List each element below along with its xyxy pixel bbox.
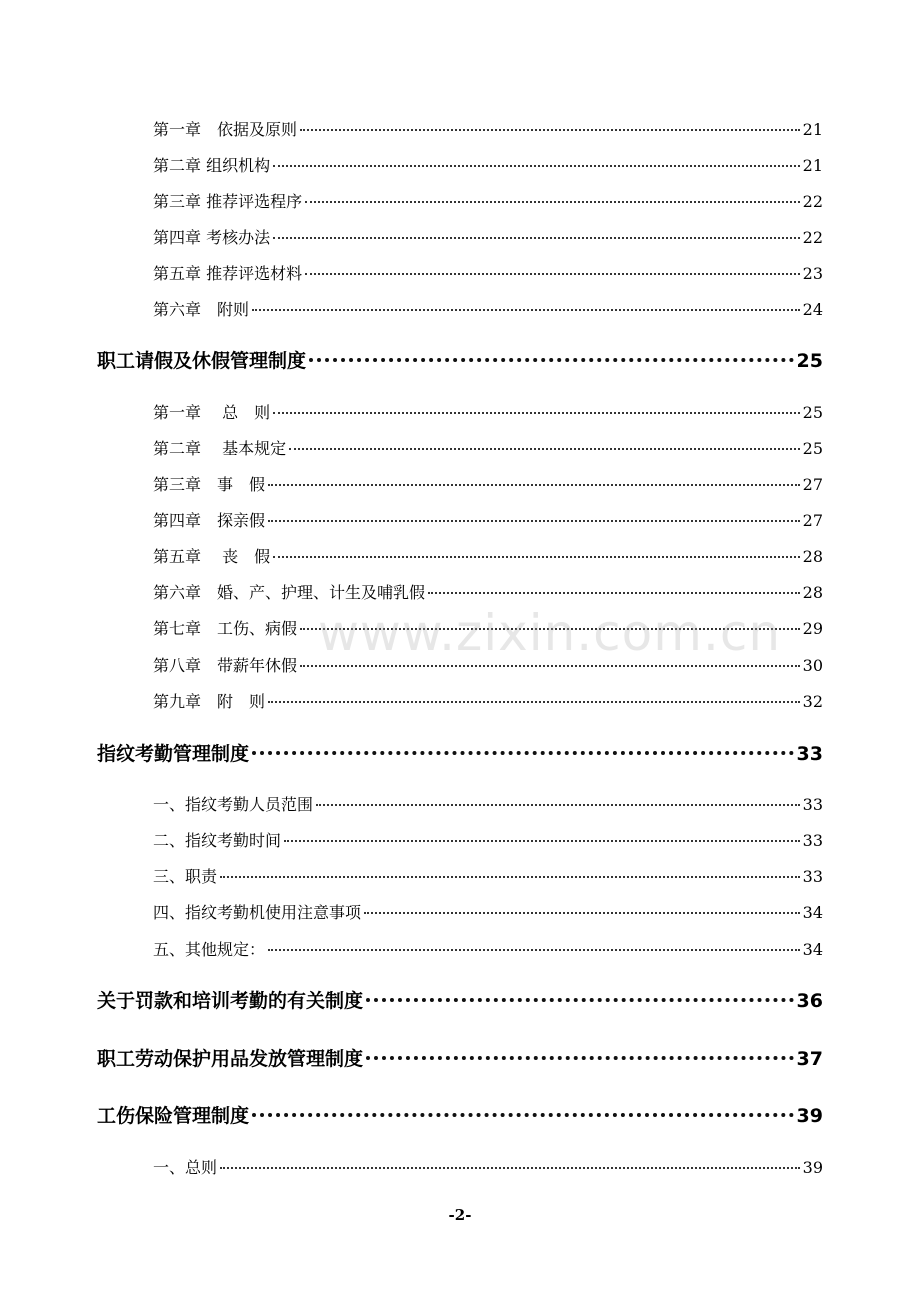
dot-leader [289,448,800,450]
toc-entry-page: 25 [802,403,823,422]
toc-entry-page: 39 [802,1158,823,1177]
dot-leader [300,665,800,667]
dot-leader [300,628,800,630]
page-number: -2- [448,1206,472,1224]
dot-leader [284,840,800,842]
toc-entry[interactable] [153,437,823,461]
toc-entry-page: 22 [802,228,823,247]
toc-entry[interactable] [153,190,823,214]
toc-heading-label: 工伤保险管理制度 [97,1105,250,1127]
toc-entry-page: 33 [802,867,823,886]
dot-leader [364,912,800,914]
toc-entry-label: 一、指纹考勤人员范围 [153,795,314,814]
toc-entry-page: 28 [802,583,823,602]
toc-entry[interactable] [153,654,823,678]
toc-entry[interactable] [153,901,823,925]
toc-heading-page: 37 [796,1048,823,1070]
toc-entry-label: 三、职责 [153,867,218,886]
toc-entry-page: 30 [802,656,823,675]
toc-entry-label: 第六章 婚、产、护理、计生及哺乳假 [153,583,426,602]
toc-entry-page: 29 [802,619,823,638]
toc-entry-page: 24 [802,300,823,319]
dot-leader [268,701,800,703]
dot-leader [305,273,800,275]
toc-entry-label: 第三章 事 假 [153,475,266,494]
toc-entry-label: 第九章 附 则 [153,692,266,711]
toc-heading-label: 职工劳动保护用品发放管理制度 [97,1048,364,1070]
toc-entry[interactable] [153,298,823,322]
dot-leader [366,1056,794,1060]
toc-entry-label: 第二章 组织机构 [153,156,271,175]
toc-entry[interactable] [153,545,823,569]
toc-entry[interactable] [153,938,823,962]
toc-entry[interactable] [153,581,823,605]
dot-leader [220,1167,800,1169]
dot-leader [366,998,794,1002]
dot-leader [273,237,800,239]
toc-entry-page: 27 [802,511,823,530]
dot-leader [273,165,800,167]
toc-entry[interactable] [153,154,823,178]
toc-entry-label: 第一章 总 则 [153,403,271,422]
toc-entry[interactable] [153,793,823,817]
toc-entry[interactable] [153,690,823,714]
dot-leader [268,949,800,951]
dot-leader [252,309,800,311]
dot-leader [305,201,800,203]
toc-entry-label: 第二章 基本规定 [153,439,287,458]
toc-entry-label: 第四章 考核办法 [153,228,271,247]
toc-heading-entry[interactable] [97,986,823,1016]
toc-heading-entry[interactable] [97,739,823,769]
toc-entry-page: 34 [802,940,823,959]
toc-entry-page: 21 [802,156,823,175]
toc-entry-label: 第五章 丧 假 [153,547,271,566]
toc-heading-entry[interactable] [97,1044,823,1074]
toc-entry[interactable] [153,473,823,497]
toc-heading-page: 33 [796,743,823,765]
toc-heading-page: 39 [796,1105,823,1127]
toc-entry-label: 一、总则 [153,1158,218,1177]
toc-entry-page: 33 [802,831,823,850]
toc-entry[interactable] [153,118,823,142]
toc-entry-label: 第五章 推荐评选材料 [153,264,303,283]
toc-entry-page: 28 [802,547,823,566]
dot-leader [273,412,800,414]
toc-entry-page: 27 [802,475,823,494]
toc-entry-page: 33 [802,795,823,814]
toc-heading-label: 职工请假及休假管理制度 [97,350,307,372]
toc-entry[interactable] [153,865,823,889]
dot-leader [268,484,800,486]
toc-entry[interactable] [153,226,823,250]
dot-leader [316,804,800,806]
watermark: www.zixin.com.cn [318,604,782,662]
toc-entry-label: 五、其他规定： [153,940,266,959]
dot-leader [268,520,800,522]
toc-heading-label: 关于罚款和培训考勤的有关制度 [97,990,364,1012]
dot-leader [220,876,800,878]
toc-entry[interactable] [153,1156,823,1180]
dot-leader [300,129,800,131]
toc-entry-page: 34 [802,903,823,922]
toc-heading-page: 25 [796,350,823,372]
dot-leader [428,592,800,594]
toc-entry-label: 二、指纹考勤时间 [153,831,282,850]
toc-entry[interactable] [153,617,823,641]
toc-entry-label: 第一章 依据及原则 [153,120,298,139]
toc-entry-label: 四、指纹考勤机使用注意事项 [153,903,362,922]
toc-entry-label: 第四章 探亲假 [153,511,266,530]
toc-entry-label: 第八章 带薪年休假 [153,656,298,675]
toc-heading-entry[interactable] [97,1101,823,1131]
dot-leader [273,556,800,558]
toc-entry-page: 22 [802,192,823,211]
toc-heading-page: 36 [796,990,823,1012]
toc-entry-page: 32 [802,692,823,711]
dot-leader [252,751,794,755]
toc-entry-page: 25 [802,439,823,458]
dot-leader [252,1113,794,1117]
toc-entry[interactable] [153,509,823,533]
toc-entry[interactable] [153,829,823,853]
toc-entry-label: 第七章 工伤、病假 [153,619,298,638]
toc-entry-page: 21 [802,120,823,139]
toc-entry[interactable] [153,262,823,286]
toc-heading-entry[interactable] [97,346,823,376]
dot-leader [309,358,794,362]
toc-entry-label: 第三章 推荐评选程序 [153,192,303,211]
toc-entry[interactable] [153,401,823,425]
toc-entry-page: 23 [802,264,823,283]
toc-entry-label: 第六章 附则 [153,300,250,319]
toc-heading-label: 指纹考勤管理制度 [97,743,250,765]
